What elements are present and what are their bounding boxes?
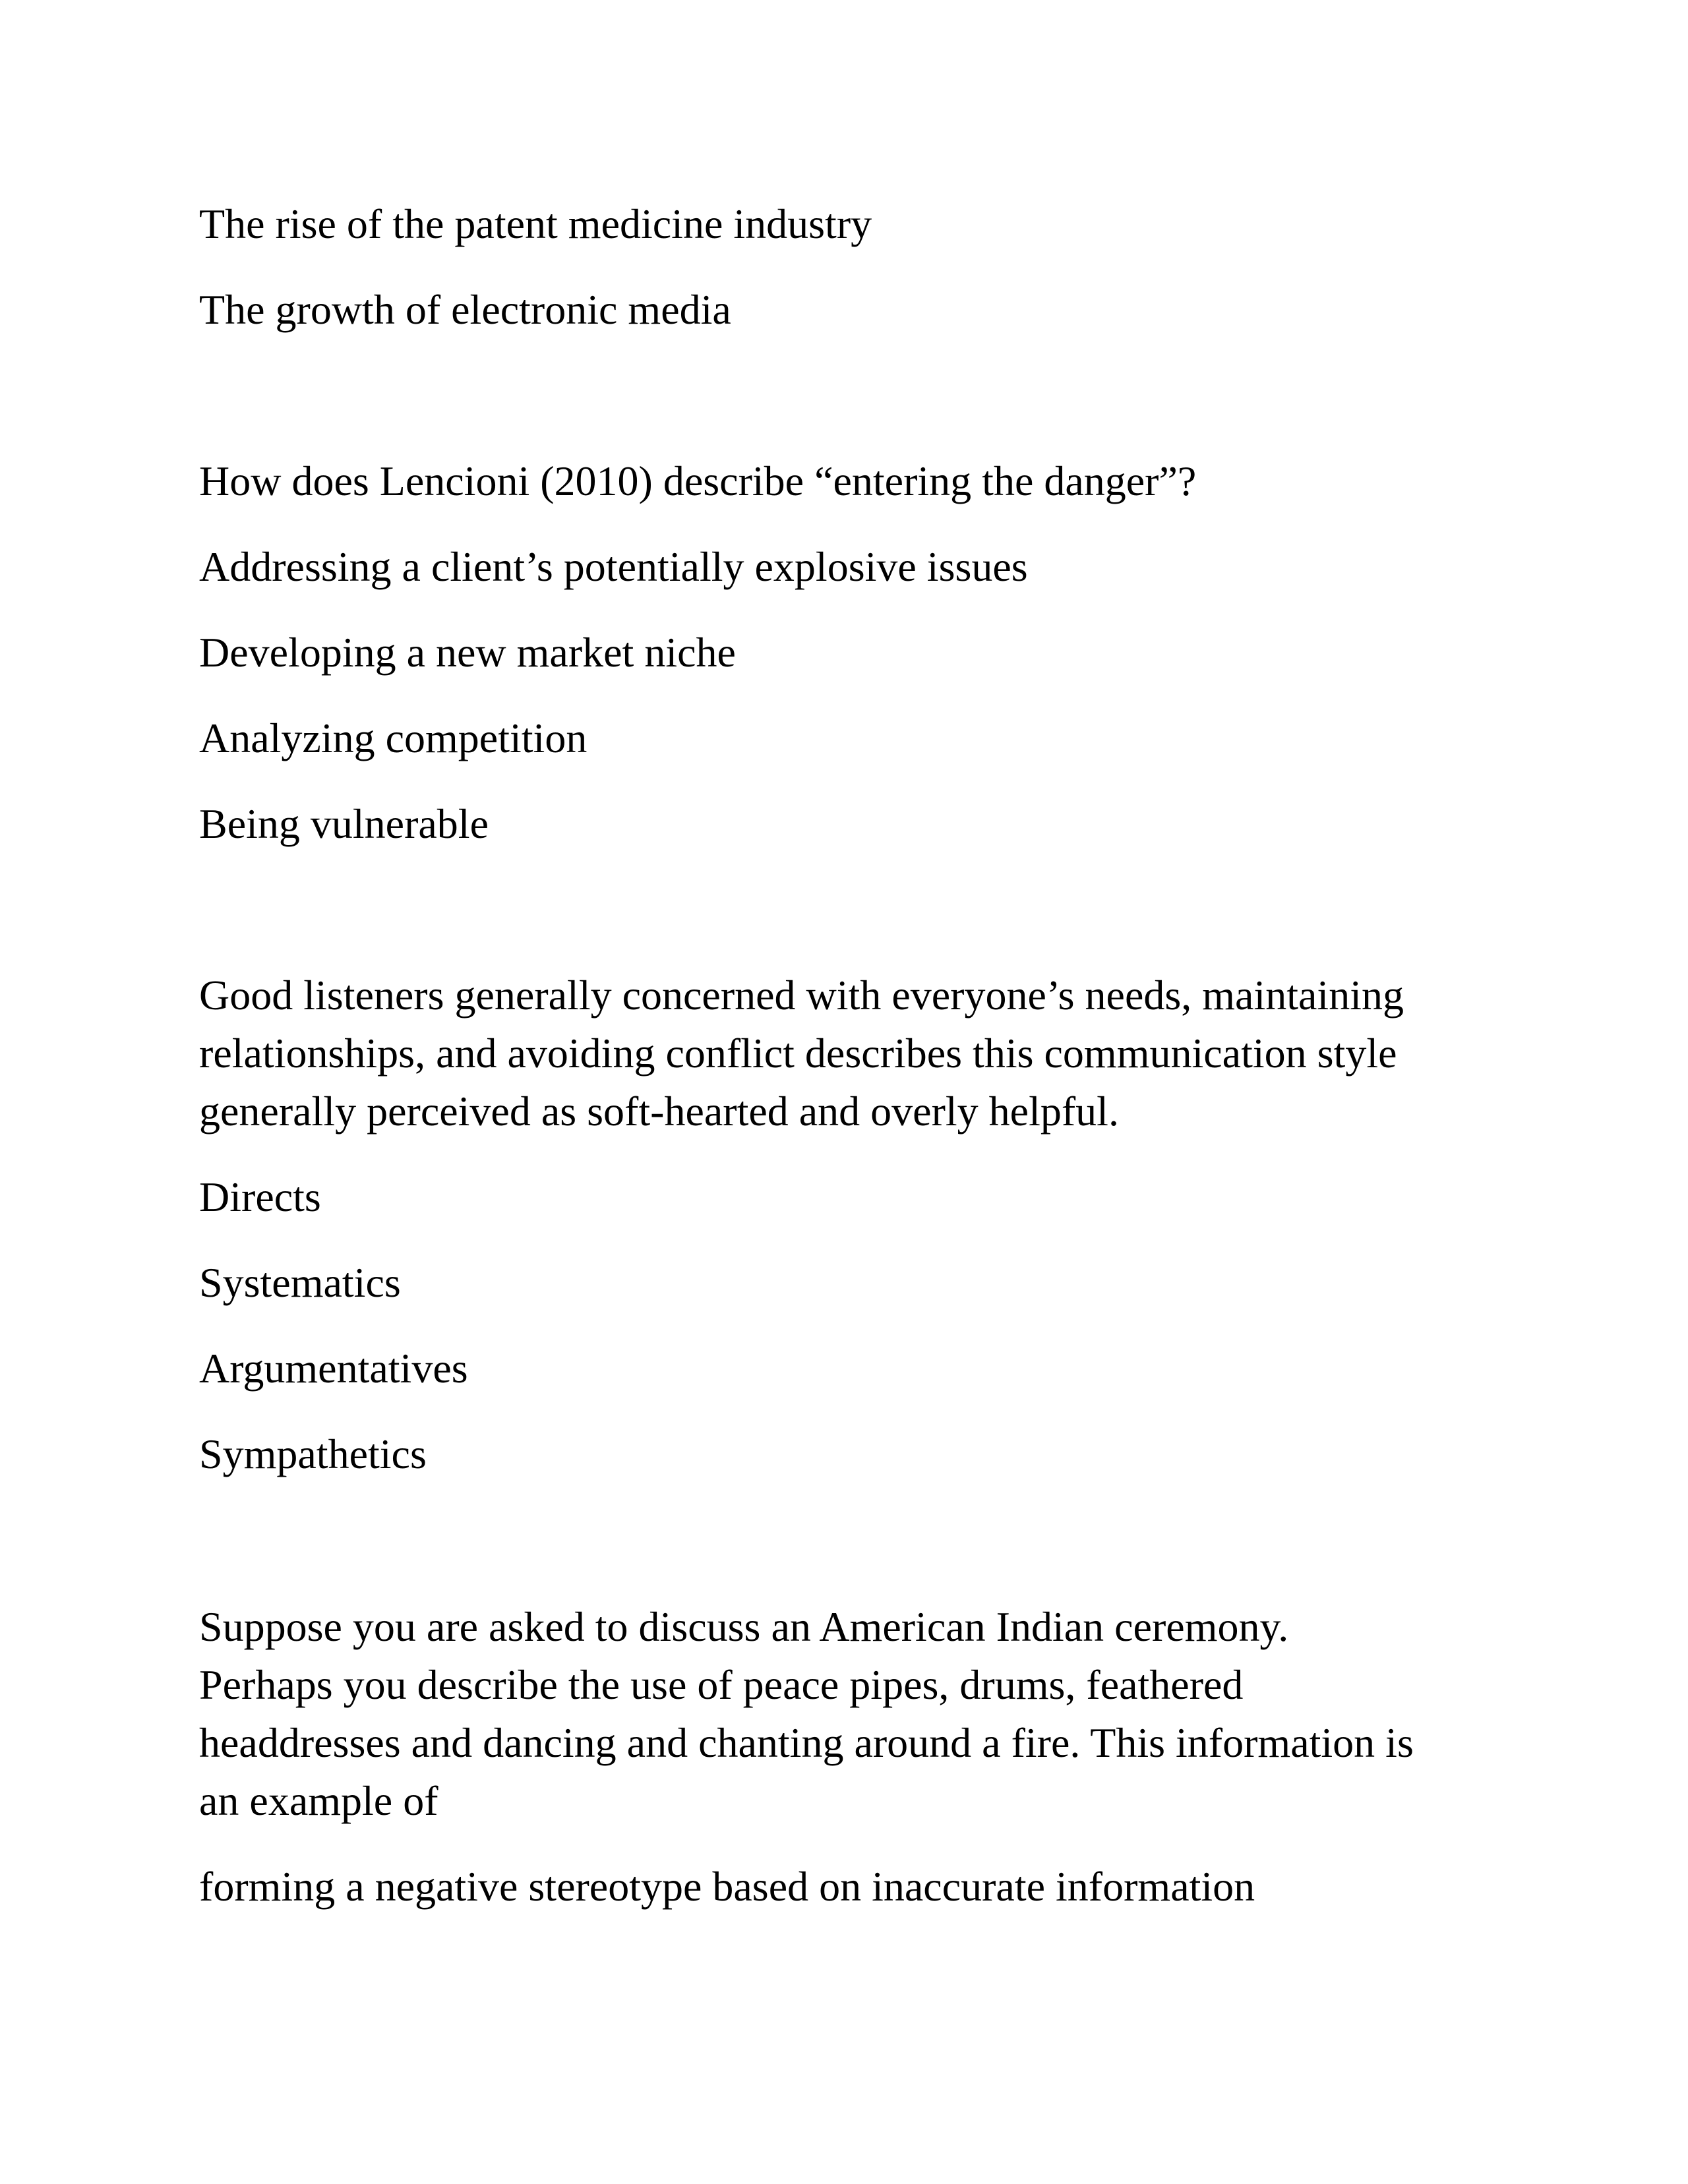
question-text-line: generally perceived as soft-hearted and overly helpful. [199, 1088, 1119, 1135]
question-text: How does Lencioni (2010) describe “entering the danger”? [199, 457, 1197, 504]
answer-option: Being vulnerable [199, 800, 489, 847]
answer-option: forming a negative stereotype based on inaccurate information [199, 1863, 1255, 1910]
question-text-line: relationships, and avoiding conflict describes this communication style [199, 1030, 1397, 1077]
question-text-line: Suppose you are asked to discuss an American Indian ceremony. [199, 1603, 1289, 1650]
question-text-line: Good listeners generally concerned with everyone’s needs, maintaining [199, 972, 1404, 1018]
answer-option: Systematics [199, 1259, 401, 1306]
answer-option: Addressing a client’s potentially explosive issues [199, 543, 1028, 590]
answer-option: Sympathetics [199, 1431, 427, 1477]
question-text-line: Perhaps you describe the use of peace pipes, drums, feathered [199, 1661, 1244, 1708]
question-text-line: headdresses and dancing and chanting around a fire. This information is [199, 1719, 1414, 1766]
question-text-line: an example of [199, 1777, 438, 1824]
answer-option: The growth of electronic media [199, 286, 731, 333]
answer-option: Analyzing competition [199, 715, 588, 761]
answer-option: Directs [199, 1173, 321, 1220]
answer-option: Developing a new market niche [199, 629, 736, 676]
answer-option: Argumentatives [199, 1345, 468, 1392]
answer-option: The rise of the patent medicine industry [199, 200, 872, 247]
